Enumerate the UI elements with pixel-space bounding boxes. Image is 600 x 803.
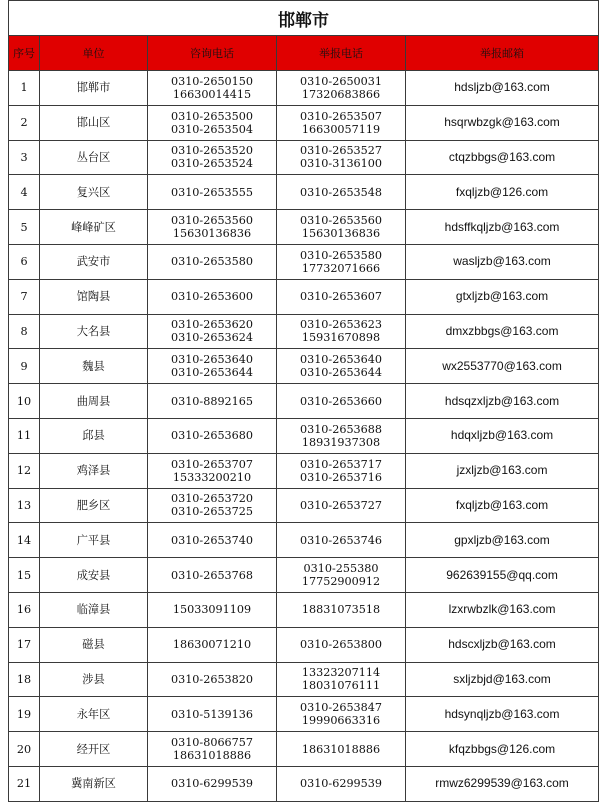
report-email: rmwz6299539@163.com	[406, 766, 599, 801]
report-phone: 17752900912	[301, 575, 381, 589]
consult-phone: 0310-2653624	[170, 331, 254, 345]
consult-phone-cell	[148, 210, 277, 245]
consult-phone-cell	[148, 592, 277, 627]
consult-phone: 0310-2653620	[170, 318, 254, 332]
report-email: hdsqzxljzb@163.com	[406, 384, 599, 419]
report-phone-cell	[277, 71, 406, 106]
report-email: kfqzbbgs@126.com	[406, 732, 599, 767]
report-email: ctqzbbgs@163.com	[406, 140, 599, 175]
report-email: jzxljzb@163.com	[406, 453, 599, 488]
consult-phone: 15333200210	[172, 470, 252, 484]
table-row	[9, 71, 599, 106]
report-email: sxljzbjd@163.com	[406, 662, 599, 697]
report-phone: 0310-2653717	[299, 457, 383, 471]
consult-phone-cell	[148, 384, 277, 419]
row-unit: 馆陶县	[40, 279, 148, 314]
table-row	[9, 279, 599, 314]
report-phone: 18031076111	[301, 679, 381, 693]
table-row	[9, 210, 599, 245]
consult-phone-cell	[148, 488, 277, 523]
table-row	[9, 732, 599, 767]
row-serial: 14	[9, 523, 40, 558]
report-phone-cell	[277, 662, 406, 697]
consult-phone: 16630014415	[172, 87, 252, 101]
consult-phone-cell	[148, 140, 277, 175]
row-serial: 7	[9, 279, 40, 314]
report-phone: 18831073518	[301, 603, 381, 617]
consult-phone-cell	[148, 314, 277, 349]
row-unit: 肥乡区	[40, 488, 148, 523]
row-unit: 大名县	[40, 314, 148, 349]
consult-phone-cell	[148, 105, 277, 140]
report-phone: 17732071666	[301, 261, 381, 275]
table-row	[9, 523, 599, 558]
row-unit: 经开区	[40, 732, 148, 767]
consult-phone: 0310-2653640	[170, 353, 254, 367]
report-email: dmxzbbgs@163.com	[406, 314, 599, 349]
table-row	[9, 697, 599, 732]
consult-phone: 0310-2650150	[170, 74, 254, 88]
row-serial: 2	[9, 105, 40, 140]
table-row	[9, 418, 599, 453]
consult-phone: 0310-2653740	[170, 533, 254, 547]
report-email: hdsljzb@163.com	[406, 71, 599, 106]
row-unit: 鸡泽县	[40, 453, 148, 488]
table-row	[9, 592, 599, 627]
report-email: fxqljzb@126.com	[406, 175, 599, 210]
report-phone-cell	[277, 244, 406, 279]
report-phone-cell	[277, 349, 406, 384]
row-serial: 18	[9, 662, 40, 697]
row-unit: 永年区	[40, 697, 148, 732]
table-title: 邯郸市	[9, 1, 599, 36]
consult-phone: 0310-2653524	[170, 157, 254, 171]
report-phone-cell	[277, 732, 406, 767]
hotline-table	[8, 0, 599, 802]
report-phone-cell	[277, 418, 406, 453]
table-row	[9, 175, 599, 210]
header-consult-phone: 咨询电话	[148, 36, 277, 71]
consult-phone: 0310-2653555	[170, 185, 254, 199]
report-email: 962639155@qq.com	[406, 558, 599, 593]
report-phone: 18631018886	[301, 742, 381, 756]
report-email: lzxrwbzlk@163.com	[406, 592, 599, 627]
report-phone-cell	[277, 210, 406, 245]
table-row	[9, 453, 599, 488]
table-row	[9, 662, 599, 697]
row-serial: 19	[9, 697, 40, 732]
header-serial: 序号	[9, 36, 40, 71]
report-phone: 15931670898	[301, 331, 381, 345]
report-phone: 0310-2650031	[299, 74, 383, 88]
consult-phone: 0310-2653707	[170, 457, 254, 471]
report-phone: 0310-2653560	[299, 214, 383, 228]
table-row	[9, 105, 599, 140]
report-phone: 0310-2653688	[299, 422, 383, 436]
row-unit: 邱县	[40, 418, 148, 453]
report-email: hdqxljzb@163.com	[406, 418, 599, 453]
table-row	[9, 627, 599, 662]
report-phone: 0310-2653847	[299, 701, 383, 715]
consult-phone: 0310-2653644	[170, 366, 254, 380]
row-serial: 21	[9, 766, 40, 801]
report-phone: 18931937308	[301, 435, 381, 449]
report-phone: 0310-2653640	[299, 353, 383, 367]
row-unit: 广平县	[40, 523, 148, 558]
report-phone: 15630136836	[301, 227, 381, 241]
table-row	[9, 140, 599, 175]
row-serial: 8	[9, 314, 40, 349]
row-unit: 丛台区	[40, 140, 148, 175]
report-phone: 0310-3136100	[299, 157, 383, 171]
report-phone-cell	[277, 279, 406, 314]
consult-phone: 15033091109	[172, 603, 252, 617]
consult-phone: 0310-2653504	[170, 122, 254, 136]
report-email: hdscxljzb@163.com	[406, 627, 599, 662]
table-row	[9, 314, 599, 349]
consult-phone: 18631018886	[172, 749, 252, 763]
consult-phone-cell	[148, 523, 277, 558]
report-phone: 0310-2653660	[299, 394, 383, 408]
report-phone: 0310-2653800	[299, 638, 383, 652]
table-row	[9, 558, 599, 593]
consult-phone-cell	[148, 349, 277, 384]
row-unit: 成安县	[40, 558, 148, 593]
report-phone-cell	[277, 105, 406, 140]
report-phone: 0310-6299539	[299, 777, 383, 791]
report-phone: 0310-2653644	[299, 366, 383, 380]
consult-phone: 0310-2653560	[170, 214, 254, 228]
row-serial: 10	[9, 384, 40, 419]
row-unit: 复兴区	[40, 175, 148, 210]
table-row	[9, 384, 599, 419]
consult-phone-cell	[148, 558, 277, 593]
consult-phone-cell	[148, 766, 277, 801]
consult-phone-cell	[148, 453, 277, 488]
consult-phone: 0310-6299539	[170, 777, 254, 791]
report-email: hdsffkqljzb@163.com	[406, 210, 599, 245]
header-report-phone: 举报电话	[277, 36, 406, 71]
row-serial: 16	[9, 592, 40, 627]
consult-phone: 15630136836	[172, 227, 252, 241]
report-phone: 0310-2653527	[299, 144, 383, 158]
report-phone: 0310-2653548	[299, 185, 383, 199]
report-phone-cell	[277, 140, 406, 175]
report-phone: 0310-255380	[303, 562, 379, 576]
table-row	[9, 766, 599, 801]
report-phone: 0310-2653716	[299, 470, 383, 484]
report-phone-cell	[277, 523, 406, 558]
report-email: fxqljzb@163.com	[406, 488, 599, 523]
report-phone-cell	[277, 627, 406, 662]
report-email: wx2553770@163.com	[406, 349, 599, 384]
report-phone: 0310-2653607	[299, 290, 383, 304]
row-unit: 魏县	[40, 349, 148, 384]
table-row	[9, 244, 599, 279]
report-phone-cell	[277, 697, 406, 732]
consult-phone-cell	[148, 662, 277, 697]
row-serial: 1	[9, 71, 40, 106]
consult-phone: 0310-5139136	[170, 707, 254, 721]
row-serial: 13	[9, 488, 40, 523]
report-phone-cell	[277, 175, 406, 210]
consult-phone-cell	[148, 732, 277, 767]
consult-phone-cell	[148, 279, 277, 314]
consult-phone: 0310-2653680	[170, 429, 254, 443]
row-serial: 6	[9, 244, 40, 279]
header-unit: 单位	[40, 36, 148, 71]
row-serial: 9	[9, 349, 40, 384]
consult-phone: 0310-2653520	[170, 144, 254, 158]
row-unit: 涉县	[40, 662, 148, 697]
header-report-email: 举报邮箱	[406, 36, 599, 71]
row-serial: 12	[9, 453, 40, 488]
report-phone-cell	[277, 384, 406, 419]
consult-phone-cell	[148, 627, 277, 662]
row-serial: 17	[9, 627, 40, 662]
row-unit: 冀南新区	[40, 766, 148, 801]
report-phone: 16630057119	[301, 122, 381, 136]
row-serial: 20	[9, 732, 40, 767]
table-row	[9, 488, 599, 523]
row-unit: 武安市	[40, 244, 148, 279]
report-phone-cell	[277, 488, 406, 523]
header-row	[9, 36, 599, 71]
report-phone: 19990663316	[301, 714, 381, 728]
report-phone-cell	[277, 558, 406, 593]
report-phone: 0310-2653507	[299, 109, 383, 123]
report-email: gpxljzb@163.com	[406, 523, 599, 558]
row-serial: 11	[9, 418, 40, 453]
row-unit: 磁县	[40, 627, 148, 662]
report-email: wasljzb@163.com	[406, 244, 599, 279]
report-phone: 0310-2653623	[299, 318, 383, 332]
table-body	[9, 71, 599, 802]
row-unit: 临漳县	[40, 592, 148, 627]
consult-phone-cell	[148, 244, 277, 279]
consult-phone: 0310-2653768	[170, 568, 254, 582]
consult-phone: 0310-2653725	[170, 505, 254, 519]
consult-phone: 0310-8066757	[170, 736, 254, 750]
consult-phone: 0310-2653720	[170, 492, 254, 506]
row-serial: 3	[9, 140, 40, 175]
report-email: hsqrwbzgk@163.com	[406, 105, 599, 140]
consult-phone-cell	[148, 697, 277, 732]
table-row	[9, 349, 599, 384]
report-phone-cell	[277, 766, 406, 801]
consult-phone: 0310-2653580	[170, 255, 254, 269]
consult-phone-cell	[148, 175, 277, 210]
row-unit: 邯山区	[40, 105, 148, 140]
report-phone: 0310-2653727	[299, 498, 383, 512]
consult-phone: 0310-2653820	[170, 672, 254, 686]
row-unit: 邯郸市	[40, 71, 148, 106]
report-email: hdsynqljzb@163.com	[406, 697, 599, 732]
row-unit: 曲周县	[40, 384, 148, 419]
report-email: gtxljzb@163.com	[406, 279, 599, 314]
report-phone: 0310-2653746	[299, 533, 383, 547]
consult-phone: 0310-2653500	[170, 109, 254, 123]
consult-phone: 0310-8892165	[170, 394, 254, 408]
consult-phone: 0310-2653600	[170, 290, 254, 304]
report-phone-cell	[277, 314, 406, 349]
consult-phone: 18630071210	[172, 638, 252, 652]
row-serial: 5	[9, 210, 40, 245]
report-phone-cell	[277, 453, 406, 488]
consult-phone-cell	[148, 71, 277, 106]
row-unit: 峰峰矿区	[40, 210, 148, 245]
consult-phone-cell	[148, 418, 277, 453]
row-serial: 15	[9, 558, 40, 593]
report-phone: 17320683866	[301, 87, 381, 101]
row-serial: 4	[9, 175, 40, 210]
report-phone: 0310-2653580	[299, 248, 383, 262]
report-phone: 13323207114	[301, 666, 381, 680]
report-phone-cell	[277, 592, 406, 627]
